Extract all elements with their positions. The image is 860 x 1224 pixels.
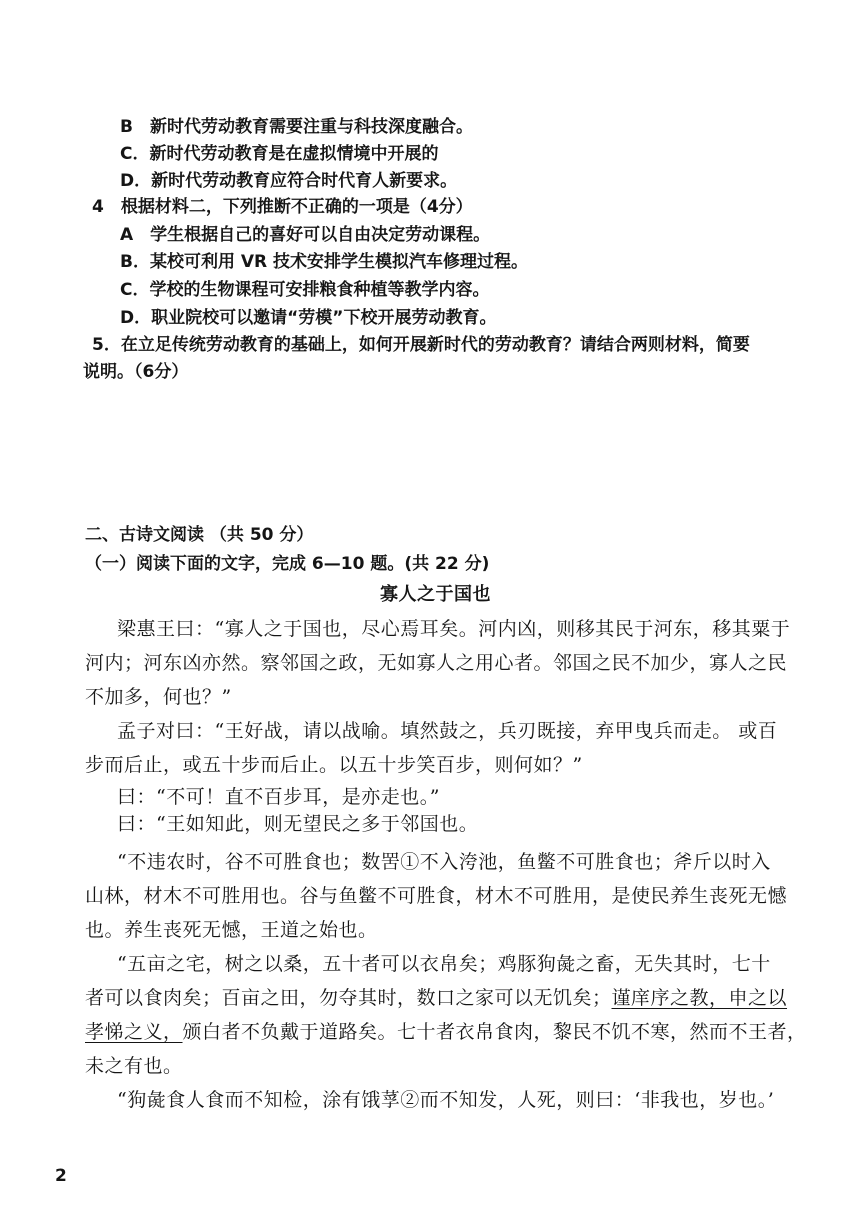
q5-stem-line2: 说明。（6分） [83, 362, 189, 382]
q4-option-a: A 学生根据自己的喜好可以自由决定劳动课程。 [120, 225, 491, 245]
q3-option-d: D．新时代劳动教育应符合时代育人新要求。 [120, 171, 458, 191]
passage-line: 步而后止，或五十步而后止。以五十步笑百步，则何如？” [85, 754, 583, 776]
passage-line: 不加多，何也？” [85, 686, 232, 708]
passage-line [85, 989, 787, 1008]
passage-line: “五亩之宅，树之以桑，五十者可以衣帛矣；鸡豚狗彘之畜，无失其时，七十 [117, 953, 771, 975]
passage-line: 曰：“不可！直不百步耳，是亦走也。” [117, 786, 440, 808]
q5-stem-line1: 5．在立足传统劳动教育的基础上，如何开展新时代的劳动教育？请结合两则材料，简要 [92, 335, 750, 355]
section-subheading: （一）阅读下面的文字，完成 6—10 题。(共 22 分) [85, 554, 490, 574]
q4-option-d: D．职业院校可以邀请“劳模”下校开展劳动教育。 [120, 308, 497, 328]
passage-line [85, 1023, 807, 1042]
passage-line: 山林，材木不可胜用也。谷与鱼鳖不可胜食，材木不可胜用，是使民养生丧死无憾 [85, 885, 788, 907]
passage-line: 河内；河东凶亦然。察邻国之政，无如寡人之用心者。邻国之民不加少，寡人之民 [85, 652, 788, 674]
passage-line: “不违农时，谷不可胜食也；数罟①不入洿池，鱼鳖不可胜食也；斧斤以时入 [117, 851, 771, 873]
passage-line: 曰：“王如知此，则无望民之多于邻国也。 [117, 813, 479, 835]
underlined-passage-text: 谨庠序之教，申之以 [611, 987, 788, 1009]
q4-option-c: C．学校的生物课程可安排粮食种植等教学内容。 [120, 280, 490, 300]
passage-line: “狗彘食人食而不知检，涂有饿莩②而不知发，人死，则曰：‘非我也，岁也。’ [117, 1089, 775, 1111]
passage-text: 颁白者不负戴于道路矣。七十者衣帛食肉，黎民不饥不寒，然而不王者， [182, 1021, 807, 1043]
page-number: 2 [55, 1166, 67, 1186]
q3-option-b: B 新时代劳动教育需要注重与科技深度融合。 [120, 117, 473, 137]
passage-line: 梁惠王曰：“寡人之于国也，尽心焉耳矣。河内凶，则移其民于河东，移其粟于 [117, 618, 791, 640]
section-heading: 二、古诗文阅读 （共 50 分） [85, 525, 314, 545]
underlined-passage-text: 孝悌之义， [85, 1021, 183, 1043]
passage-title: 寡人之于国也 [380, 584, 491, 605]
passage-line: 孟子对曰：“王好战，请以战喻。填然鼓之，兵刃既接，弃甲曳兵而走。 或百 [117, 720, 778, 742]
passage-text: 者可以食肉矣；百亩之田，勿夺其时，数口之家可以无饥矣； [85, 987, 612, 1009]
passage-line: 也。养生丧死无憾，王道之始也。 [85, 919, 378, 941]
q4-option-b: B．某校可利用 VR 技术安排学生模拟汽车修理过程。 [120, 252, 529, 272]
passage-line: 未之有也。 [85, 1055, 183, 1077]
q4-stem: 4 根据材料二，下列推断不正确的一项是（4分） [92, 197, 473, 217]
q3-option-c: C．新时代劳动教育是在虚拟情境中开展的 [120, 144, 439, 164]
